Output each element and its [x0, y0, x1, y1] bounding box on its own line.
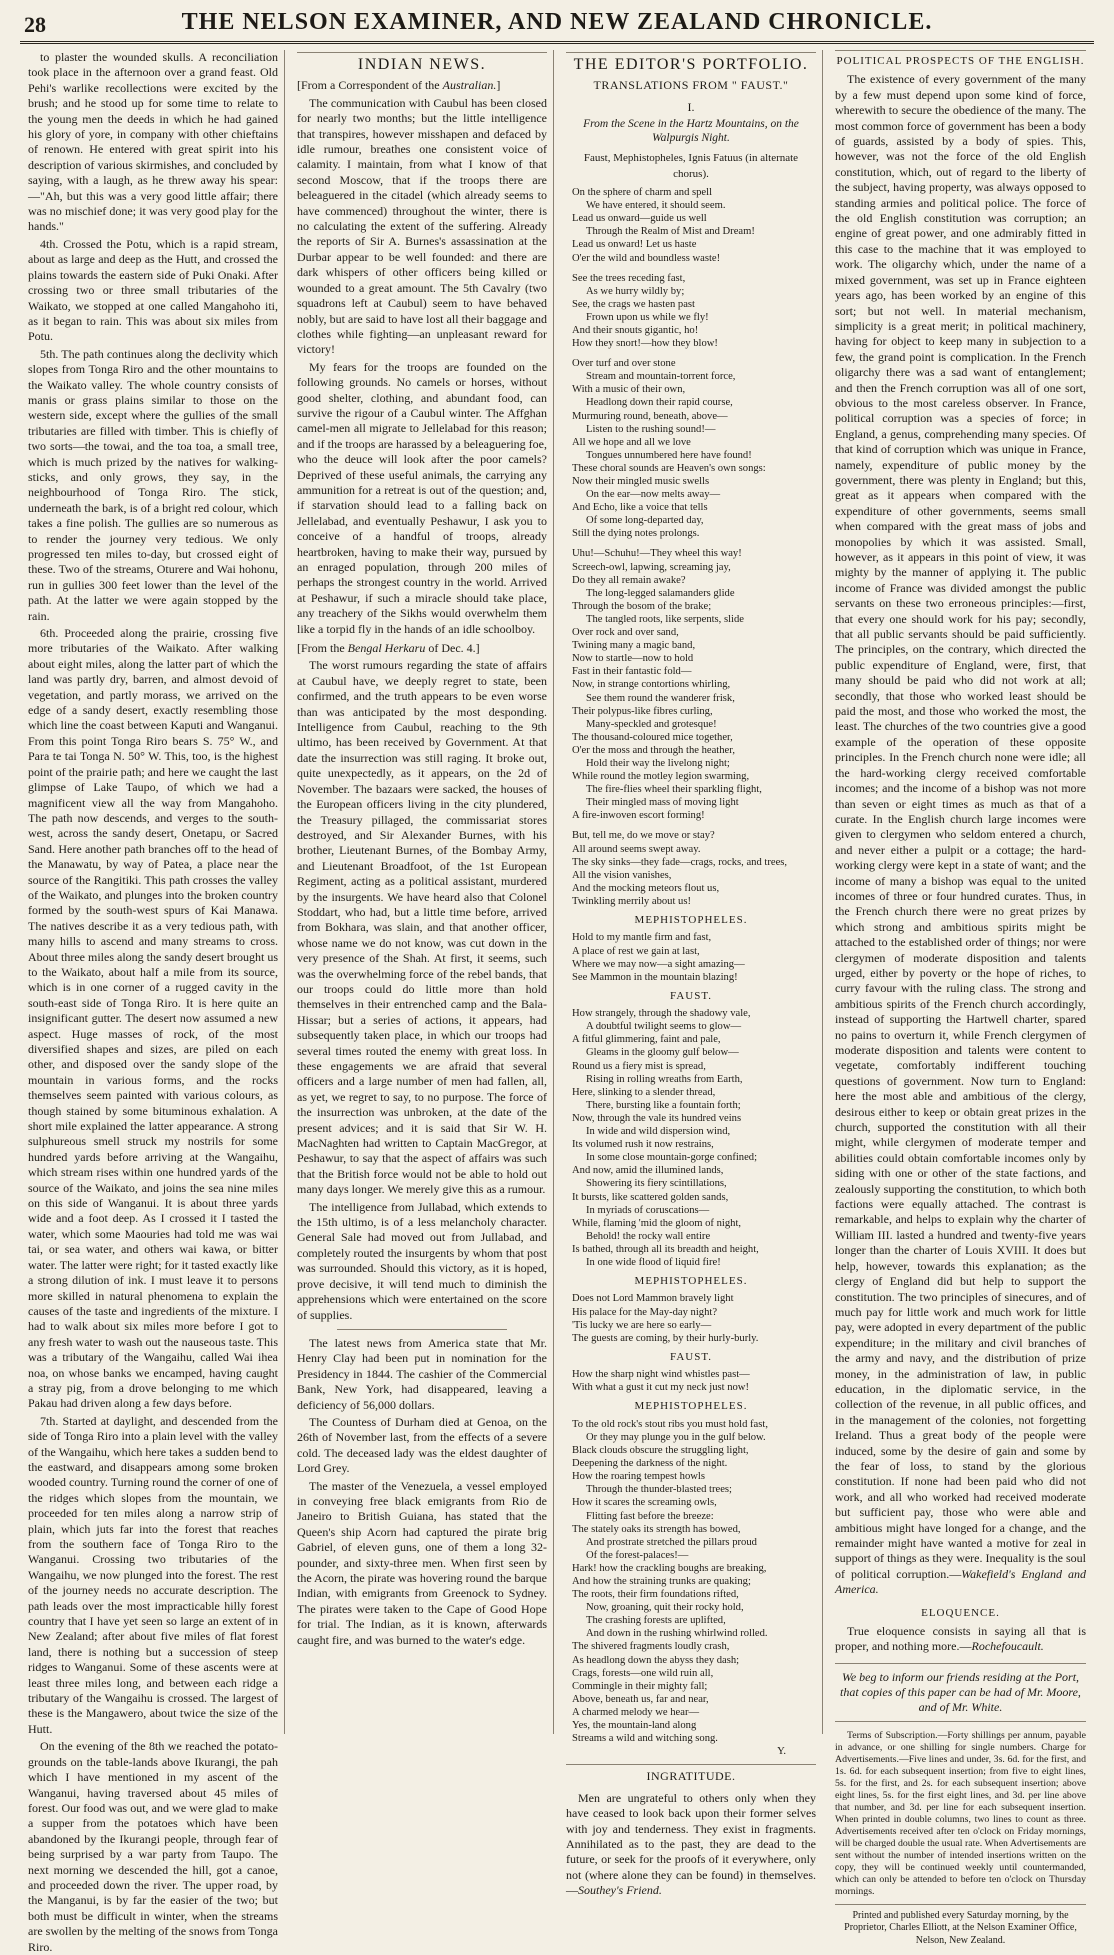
verse-line: His palace for the May-day night? — [572, 1306, 718, 1318]
verse-line: The crashing forests are uplifted, — [586, 1615, 726, 1627]
verse-line: O'er the wild and boundless waste! — [572, 252, 721, 264]
verse-stanzas — [566, 1292, 816, 1344]
verse-line: In myriads of coruscations— — [586, 1204, 710, 1216]
stanza-break — [572, 540, 816, 547]
verse-line: Over rock and over sand, — [572, 627, 679, 639]
verse-line: Black clouds obscure the struggling light, — [572, 1445, 749, 1457]
verse-line: The guests are coming, by their hurly-burly. — [572, 1332, 759, 1344]
verse-line: Screech-owl, lapwing, screaming jay, — [572, 561, 731, 573]
ingratitude-title: INGRATITUDE. — [566, 1764, 816, 1784]
verse-line: And now, amid the illumined lands, — [572, 1165, 724, 1177]
verse-line: Streams a wild and witching song. — [572, 1733, 718, 1745]
eloquence-title: ELOQUENCE. — [921, 1606, 1000, 1619]
verse-line: How it scares the screaming owls, — [572, 1497, 717, 1509]
verse-line: With what a gust it cut my neck just now! — [572, 1382, 749, 1394]
verse-stanzas — [566, 931, 816, 983]
indian-news-title: INDIAN NEWS. — [297, 52, 547, 72]
page-number: 28 — [24, 12, 46, 37]
verse-stanzas — [566, 1368, 816, 1394]
cast-line: Faust, Mephistopheles, Ignis Fatuus (in alternate chorus). — [583, 152, 799, 180]
verse-line: Is bathed, through all its breadth and height, — [572, 1243, 759, 1255]
verse-line: Yes, the mountain-land along — [572, 1720, 697, 1731]
verse-line: How the sharp night wind whistles past— — [572, 1369, 750, 1381]
masthead: THE NELSON EXAMINER, AND NEW ZEALAND CHRONICLE. — [181, 9, 933, 35]
column-3 — [560, 50, 823, 1898]
verse-line: In one wide flood of liquid fire! — [586, 1256, 721, 1268]
verse-line: To the old rock's stout ribs you must hold fast, — [572, 1418, 768, 1430]
verse-line: And prostrate stretched the pillars proud — [586, 1536, 757, 1548]
verse-line: Twinkling merrily about us! — [572, 895, 692, 907]
imprint: Printed and published every Saturday morning, by the Proprietor, Charles Elliott, at the Nelson Examiner Office, Nelson, New Zealand. — [835, 1904, 1086, 1948]
verse-line: The shivered fragments loudly crash, — [572, 1641, 730, 1653]
article-paragraph: The communication with Caubul has been closed for nearly two months; but the little intelligence that transpires, however misshapen and defaced by idle rumour, breathes one consistent voice of calamity. I maintain, from what I know of that second Moscow, that if the troops there are beleaguered in the citadel (which already seems to have commenced) throughout the winter, there is no calculating the extent of the suffering. Already the reports of Sir A. Burnes's assassination at the Durbar appear to be well founded: and there are dark whispers of other officers being killed or wounded to a great amount. The 5th Cavalry (two squadrons left at Caubul) seem to have behaved nobly, but are said to have lost all their baggage and clothes while fighting—an unpleasant reward for victory! — [297, 95, 547, 357]
verse-line: Round us a fiery mist is spread, — [572, 1060, 706, 1072]
verse-line: Murmuring round, beneath, above— — [572, 410, 728, 422]
verse-line: Deepening the darkness of the night. — [572, 1458, 728, 1470]
verse-line: Now to startle—now to hold — [572, 653, 694, 665]
verse-line: 'Tis lucky we are here so early— — [572, 1319, 712, 1331]
verse-line: Now, groaning, quit their rocky hold, — [586, 1602, 744, 1614]
verse-line: Twining many a magic band, — [572, 640, 696, 652]
verse-line: Lead us onward—guide us well — [572, 213, 707, 225]
verse-line: The thousand-coloured mice together, — [572, 731, 733, 743]
verse-line: As headlong down the abyss they dash; — [572, 1654, 740, 1666]
verse-line: Hold their way the livelong night; — [586, 757, 730, 769]
verse-line: Through the bosom of the brake; — [572, 600, 712, 612]
verse-line: Now their mingled music swells — [572, 476, 710, 487]
verse-line: Or they may plunge you in the gulf below. — [586, 1431, 766, 1443]
verse-line: But, tell me, do we move or stay? — [572, 830, 715, 842]
verse-line: It bursts, like scattered golden sands, — [572, 1191, 729, 1203]
article-paragraph: On the evening of the 8th we reached the potato-grounds on the table-lands above Ikurangi, the pah which I have mentioned in my ascent of the Wanganui, having traversed about 45 miles of forest. Our food was out, and we were glad to make a supper from the potatoes which have been abandoned by the Ikurangi people, through fear of being surprised by a war party from Taupo. The next morning we descended the hill, got a canoe, and proceeded down the river. The upper road, by the Manganui, is by far the easier of the two; but both must be difficult in winter, when the streams are swollen by the melting of the snows from Tonga Riro. — [28, 1739, 278, 1954]
verse-line: In wide and wild dispersion wind, — [586, 1126, 731, 1138]
verse-line: The stately oaks its strength has bowed, — [572, 1523, 741, 1535]
verse-line: Hark! how the crackling boughs are breaking, — [572, 1562, 767, 1574]
article-paragraph: The latest news from America state that Mr. Henry Clay had been put in nomination for the Presidency in 1844. The cashier of the Commercial Bank, New York, had disappeared, leaving a deficiency of 56,000 dollars. — [297, 1335, 547, 1412]
article-paragraph: The worst rumours regarding the state of affairs at Caubul have, we deeply regret to state, been confirmed, and the truth appears to be even worse than was anticipated by the most desponding. Intelligence from Caubul, reaching to the 9th ultimo, has been received by Government. At that date the insurrection was still raging. It broke out, quite unexpectedly, as it appears, on the 2d of November. The bazaars were sacked, the houses of the European officers living in the city plundered, the Treasury pillaged, the commissariat stores destroyed, and Sir Alexander Burnes, with his brother, Lieutenant Burnes, of the Bombay Army, and Lieutenant Broadfoot, of the 1st European Regiment, acting as a political assistant, murdered by the insurgents. We have heard also that Colonel Stoddart, who had, but a little time before, arrived from Bokhara, was slain, and that another officer, whose name we do not know, was cut down in the very presence of the Shah. At first, it seems, such was the overwhelming force of the rebel bands, that our troops could do little more than hold themselves in their entrenched camp and the Bala-Hissar; but a series of actions, it appears, had subsequently taken place, in which our troops had several times routed the enemy with great loss. In these engagements we are afraid that several officers and a large number of men had fallen, all, as yet, we regret to say, to no purpose. The force of the insurrection was unbroken, at the date of the present advices; and it is said that Sir W. H. MacNaghten had written to Captain MacGregor, at Peshawur, to say that the aspect of affairs was such that the British force would not be able to hold out many days longer. We merely give this as a rumour. — [297, 658, 547, 1197]
verse-line: Crags, forests—one wild ruin all, — [572, 1667, 714, 1679]
verse-line: Above, beneath us, far and near, — [572, 1693, 709, 1705]
verse-line: A doubtful twilight seems to glow— — [586, 1021, 742, 1033]
verse-line: Frown upon us while we fly! — [586, 311, 709, 323]
stanza-break — [572, 350, 816, 357]
verse-line: The roots, their firm foundations rifted, — [572, 1589, 739, 1601]
article-paragraph: 4th. Crossed the Potu, which is a rapid stream, about as large and deep as the Hutt, and crossed the plains towards the eastern side of Puki Onaki. After crossing two or three small tributaries of the Waikato, we stopped at one called Mangahoho iti, as it began to rain. This was about six miles from Potu. — [28, 236, 278, 344]
verse-line: On the ear—now melts away— — [586, 489, 721, 501]
verse-line: Listen to the rushing sound!— — [586, 423, 716, 435]
verse-line: The sky sinks—they fade—crags, rocks, and trees, — [572, 856, 788, 868]
verse-line: Do they all remain awake? — [572, 574, 686, 586]
verse-line: As we hurry wildly by; — [586, 285, 685, 297]
speaker-mephistopheles: MEPHISTOPHELES. — [634, 1275, 748, 1288]
verse-line: Their polypus-like fibres curling, — [572, 705, 713, 717]
column-1 — [22, 50, 285, 1954]
verse-line: Does not Lord Mammon bravely light — [572, 1293, 734, 1305]
verse-line: Headlong down their rapid course, — [586, 397, 733, 409]
verse-line: Gleams in the gloomy gulf below— — [586, 1047, 739, 1059]
verse-line: Rising in rolling wreaths from Earth, — [586, 1073, 743, 1085]
article-paragraph: The intelligence from Jullabad, which extends to the 15th ultimo, is of a less melancholy character. General Sale had moved out from Jullabad, and completely routed the insurgents by whom that post was surrounded. Should this victory, as it is hoped, prove decisive, it will tend much to diminish the apprehensions which were entertained on the score of supplies. — [297, 1199, 547, 1322]
verse-line: Its volumed rush it now restrains, — [572, 1139, 714, 1151]
verse-line: On the sphere of charm and spell — [572, 187, 713, 199]
speaker-mephistopheles: MEPHISTOPHELES. — [634, 1400, 748, 1413]
verse-line: How the roaring tempest howls — [572, 1471, 705, 1483]
verse-line: Of the forest-palaces!— — [586, 1549, 689, 1561]
verse-stanzas — [566, 1418, 816, 1758]
verse-line: Where we may now—a sight amazing— — [572, 958, 745, 970]
portfolio-subtitle: TRANSLATIONS FROM " FAUST." — [593, 78, 789, 93]
article-paragraph: 6th. Proceeded along the prairie, crossing five more tributaries of the Waikato. After walking about eight miles, along the latter part of which the land was partly dry, barren, and almost devoid of vegetation, and partly morass, we arrived on the edge of a sandy desert, exactly resembling those which line the coast between Kaputi and Wanganui. From this point Tonga Riro bears S. 75° W., and Para te tai Tonga N. 50° W. This, too, is the highest point of the prairie path; and here we caught the last glimpse of Lake Taupo, of which we had a magnificent view all the way from Mangahoho. The path now descends, and verges to the south-west, across the sandy desert, Onetapu, or Sacred Sand. Here another path branches off to the head of the Manawatu, by way of Patea, a place near the source of the Rangitiki. This path crosses the valley of the Waikato, and plunges into the broken country formed by the south-west spurs of Kai Manawa. The natives describe it as a very tedious path, with many hills to ascend and many streams to cross. About three miles along the sandy desert brought us to the Waikato, about half a mile from its source, which is in one corner of a rugged cavity in the south-east side of Tonga Riro. It is here quite an insignificant gutter. The desert now assumed a new aspect. Huge masses of rock, of the most diversified shapes and sizes, are piled on each other, and disposed over the sandy slope of the mountain in various forms, and the rocks themselves seem painted with various colours, as though stained by some bituminous exhalation. A short mile explained the latter appearance. A strong sulphureous smell struck my nostrils for some hundred yards before arriving at the Wangaihu, which stream rises within one hundred yards of the source of the Waikato, and joins the sea nine miles on this side of Wanganui. It is about three yards wide and a foot deep. As I crossed it I tasted the water, which some Maouries had told me was wai tai, or sea water, and others wai kawa, or bitter water. The latter were right; for it tasted exactly like a strong dilution of ink. I must leave it to persons more skilled in natural phenomena to explain the causes of the taste and ingredients of the mixture. I had to walk about six miles more before I got to any fresh water to wash out the nauseous taste. This was a tributary of the Wangaihu, called Wai ihea noa, on whose banks we encamped, having caught a stray pig, from a drove belonging to me which Pakau had driven along a few days before. — [28, 626, 278, 1411]
column-4 — [829, 50, 1092, 1946]
verse-line: A charmed melody we hear— — [572, 1706, 700, 1718]
section-numeral: I. — [687, 99, 695, 114]
verse-line: Through the thunder-blasted trees; — [586, 1484, 732, 1496]
subscription-terms: Terms of Subscription.—Forty shillings per annum, payable in advance, or one shilling for single numbers. Charge for Advertisements.—Five lines and under, 3s. 6d. for the first, and 1s. 6d. for each subsequent insertion; from five to eight lines, 5s. for the first, and 2s. for each subsequent insertion; above eight lines, 5s. for the first eight lines, and 3d. per line above that number, and 3d. per line for each subsequent insertion. When printed in double columns, two lines to count as three. Advertisements received after ten o'clock on Friday mornings, will be charged double the usual rate. When Advertisements are sent without the number of intended insertions written on the copy, they will be continued weekly until countermanded, which can only be attended to before ten o'clock on Thursday mornings. — [835, 1729, 1086, 1897]
port-notice: We beg to inform our friends residing at the Port, that copies of this paper can be had of Mr. Moore, and of Mr. White. — [835, 1663, 1086, 1722]
article-paragraph: The Countess of Durham died at Genoa, on the 26th of November last, from the effects of a severe cold. The deceased lady was the eldest daughter of Lord Grey. — [297, 1414, 547, 1476]
column-2 — [291, 50, 554, 1734]
verse-stanzas — [566, 1007, 816, 1269]
verse-line: Now, in strange contortions whirling, — [572, 679, 731, 691]
verse-line: Now, through the vale its hundred veins — [572, 1112, 742, 1124]
verse-line: Lead us onward! Let us haste — [572, 239, 697, 251]
verse-line: The long-legged salamanders glide — [586, 587, 735, 599]
article-paragraph: My fears for the troops are founded on the following grounds. No camels or horses, without good shelter, clothing, and abundant food, can survive the rigour of a Caubul winter. The Affghan camel-men all migrate to Jellelabad for this reason; and if the troops are harassed by a beleaguering foe, who the deuce will look after the poor camels? Deprived of these useful animals, the carrying any ammunition for a retreat is out of the question; and, if starvation should lead to a falling back on Jellelabad, and eventually Peshawur, I ask you to conceive of a handful of troops, already heartbroken, having to make their way, pursued by an enraged population, through 200 miles of perhaps the strongest country in the world. Arrived at Peshawur, if such a miracle should take place, any treachery of the Sikhs would overwhelm them like a torpid fly in the hands of an idle schoolboy. — [297, 359, 547, 636]
verse-line: Their mingled mass of moving light — [586, 797, 739, 809]
verse-line: A fitful glimmering, faint and pale, — [572, 1034, 721, 1046]
verse-line: Showering its fiery scintillations, — [586, 1178, 727, 1190]
verse-line: How they snort!—how they blow! — [572, 338, 718, 350]
ingratitude-paragraph: Men are ungrateful to others only when they have ceased to look back upon their former selves with joy and tenderness. They exist in fragments. Annihilated as to the past, they are dead to the future, or seek for the proofs of it everywhere, only not (where alone they can be found) in themselves.—Southey's Friend. — [566, 1790, 816, 1898]
verse-signature: Y. — [777, 1746, 786, 1758]
scene-heading: From the Scene in the Hartz Mountains, on the Walpurgis Night. — [583, 118, 799, 145]
verse-line: See Mammon in the mountain blazing! — [572, 971, 738, 983]
verse-line: See the trees receding fast, — [572, 272, 686, 284]
columns — [22, 50, 1092, 1954]
verse-line: And their snouts gigantic, ho! — [572, 324, 699, 336]
verse-line: Tongues unnumbered here have found! — [586, 449, 752, 461]
verse-line: Fast in their fantastic fold— — [572, 666, 692, 678]
verse-line: Through the Realm of Mist and Dream! — [586, 226, 755, 238]
portfolio-title: THE EDITOR'S PORTFOLIO. — [566, 52, 816, 72]
eloquence-paragraph: True eloquence consists in saying all that is proper, and nothing more.—Rochefoucault. — [835, 1624, 1086, 1654]
verse-line: All we hope and all we love — [572, 436, 691, 448]
article-paragraph: The master of the Venezuela, a vessel employed in conveying free black emigrants from Rio de Janeiro to British Guiana, has stated that the Queen's ship Acorn had captured the pirate brig Gabriel, of eleven guns, one of them a long 32-pounder, and sixty-three men. When first seen by the Acorn, the pirate was hovering round the barque Indian, with emigrants from Greenock to Sydney. The pirates were taken to the Cape of Good Hope for trial. The Indian, as it is known, afterwards caught fire, and was burned to the water's edge. — [297, 1478, 547, 1647]
verse-line: Uhu!—Schuhu!—They wheel this way! — [572, 548, 742, 560]
verse-line: With a music of their own, — [572, 384, 686, 396]
verse-line: Of some long-departed day, — [586, 515, 704, 527]
verse-line: And Echo, like a voice that tells — [572, 502, 708, 514]
source-line: [From a Correspondent of the Australian.] — [297, 78, 501, 93]
verse-line: See them round the wanderer frisk, — [586, 692, 735, 704]
verse-line: While, flaming 'mid the gloom of night, — [572, 1217, 742, 1229]
source-line: [From the Bengal Herkaru of Dec. 4.] — [297, 641, 480, 656]
verse-line: O'er the moss and through the heather, — [572, 744, 735, 756]
verse-line: These choral sounds are Heaven's own songs: — [572, 462, 766, 474]
verse-line: All the vision vanishes, — [572, 869, 672, 881]
verse-line: Here, slinking to a slender thread, — [572, 1086, 716, 1098]
stanza-break — [572, 822, 816, 829]
verse-line: Commingle in their mighty fall; — [572, 1680, 708, 1692]
verse-line: A place of rest we gain at last, — [572, 945, 700, 957]
verse-line: Stream and mountain-torrent force, — [586, 371, 736, 383]
verse-line: We have entered, it should seem. — [586, 200, 726, 212]
verse-line: And down in the rushing whirlwind rolled. — [586, 1628, 768, 1640]
verse-line: How strangely, through the shadowy vale, — [572, 1008, 751, 1020]
verse-line: While round the motley legion swarming, — [572, 771, 750, 783]
verse-line: Over turf and over stone — [572, 358, 676, 370]
political-prospects-title: POLITICAL PROSPECTS OF THE ENGLISH. — [835, 50, 1086, 69]
page-header — [20, 4, 1094, 44]
verse-line: Behold! the rocky wall entire — [586, 1230, 711, 1242]
divider — [337, 1329, 507, 1330]
article-paragraph: 5th. The path continues along the declivity which slopes from Tonga Riro and the other mountains to the Waikato valley. The whole country consists of manis or grass plains similar to those on the western side, except where the gullies of the small tributaries are filled with timber. This is chiefly of two sorts—the towai, and the toa toa, a small tree, which is much prized by the natives for walking-sticks, and only grows, they say, in the neighbourhood of Tonga Riro. The stick, underneath the bark, is of a bright red colour, which takes a fine polish. The gullies are so numerous as to render the journey very tedious. We only progressed ten miles to-day, but crossed eight of these. Two of the streams, Oturere and Wai hohonu, run in gullies 300 feet lower than the level of the path. At the latter we were again stopped by the rain. — [28, 346, 278, 623]
verse-line: Hold to my mantle firm and fast, — [572, 932, 712, 944]
speaker-faust: FAUST. — [670, 989, 712, 1002]
verse-line: The fire-flies wheel their sparkling flight, — [586, 784, 762, 796]
verse-line: Flitting fast before the breeze: — [586, 1510, 714, 1522]
verse-line: And how the straining trunks are quaking; — [572, 1575, 751, 1587]
verse-line: Many-speckled and grotesque! — [586, 718, 717, 730]
verse-stanzas — [566, 186, 816, 908]
speaker-faust: FAUST. — [670, 1350, 712, 1363]
article-paragraph: to plaster the wounded skulls. A reconciliation took place in the afternoon over a grand feast. Old Pehi's warlike recollections were excited by the brush; and he stood up for some time to relate to the young men the deeds in which he had gained his glory of yore, in company with other chieftains of renown. He entered with great spirit into his description of various skirmishes, and concluded by saying, with a laugh, as he threw away his spear:—"Ah, but this was a very good little affair; there was no mischief done; it was very good play for the hands." — [28, 50, 278, 234]
verse-line: The tangled roots, like serpents, slide — [586, 613, 744, 625]
verse-line: See, the crags we hasten past — [572, 298, 695, 310]
speaker-mephistopheles: MEPHISTOPHELES. — [634, 914, 748, 926]
verse-line: A fire-inwoven escort forming! — [572, 810, 705, 822]
verse-line: All around seems swept away. — [572, 843, 701, 855]
verse-line: In some close mountain-gorge confined; — [586, 1152, 758, 1164]
verse-line: There, bursting like a fountain forth; — [586, 1099, 741, 1111]
article-paragraph: The existence of every government of the many by a few must depend upon some kind of force, wherewith to secure the obedience of the many. The most common force of government has been a body of guards, assisted by a body of spies. This, however, was not the force of the old English constitution, which, out of regard to the liberty of the subject, having property, was always opposed to standing armies and political police. The force of the old English constitution was corruption; an engine of great power, and one admirably fitted in this case to the machine that it was employed to work. The oligarchy which, under the name of a mixed government, was set up in France eighteen years ago, has been worked by an engine of this sort; but not well. In material mechanism, simplicity is a great merit; in political machinery, having for object to keep many in subjection to a few, the grand point is complication. In the French oligarchy there was a sad want of entanglement; and then the French corruption was all of one sort, obvious to the most careless observer. In France, political corruption was a species of force; in England, a genus, comprehending many species. Of that kind of corruption which was unique in France, namely, expenditure of public money by the government, there was plenty in England; but this, great as it appears when compared with the expenditure of other governments, seems small when compared with the great mass of jobs and monopolies by which it was assisted. Small, however, as it appears in this point of view, it was mighty by the manner of applying it. The public income of France was divided amongst the public servants on these two erroneous principles:—first, that every one should work for his pay; secondly, that all public servants should be paid sufficiently. The principles, on the contrary, which directed the public expenditure of England, were, first, that many should be paid who did not work at all; secondly, that those who worked least should be paid the most, and those who worked the most, the least. The churches of the two countries give a good example of the operation of these opposite principles. In the French church none were idle; all the hard-working clergy received comfortable incomes; and the income of a bishop was not more than seven or eight times as much as that of a curate. In the English church large incomes were given to clergymen who seldom entered a church, and never either a pulpit or a cottage; the hard-working clergy were kept in a state of want; and the income of many a bishop was equal to the united incomes of three or four hundred curates. Thus, in the French church there were no great prizes by which strong and ambitious spirits might be attached to the established order of things; nor were clergymen of moderate disposition and talents urged, either by poverty or the hope of riches, to curry favour with the ruling class. The strong and ambitious spirits of the French church accordingly, instead of supporting the Hartwell charter, spared no pains to overturn it, while French clergymen of moderate disposition and talents were content to vegetate, comfortably indifferent touching questions of government. Now turn to England: here the most able and ambitious of the clergy, desirous either to keep or obtain great prizes in the church, supported the constitution with all their might, while clergymen of moderate temper and abilities could obtain comfortable incomes only by siding with one or other of the state factions, and zealously supporting the constitution, to which both factions were equally attached. The contrast is remarkable, and helps to explain why the charter of William III. lasted a hundred and twenty-five years longer than the charter of Louis XVIII. It does but help, however, towards this explanation; as the clergy of England did but help to support the constitution. The two principles of sinecures, and of much pay for little work and much work for little pay, were adopted in every department of the public expenditure; in the military and civil branches of the army and navy, and the distribution of prize money, in the administration of law, in public education, in the diplomatic service, in the collection of the revenue, in all public offices, and in the management of the colonies, not forgetting Ireland. Thus a great body of the people were induced, some by the desire of gain and some by the fear of loss, to stand by the glorious constitution. If none had been paid who did not work, and all who worked had received moderate but sufficient pay, those who were able and ambitious might have longed for a change, and the remainder might have wanted a motive for zeal in support of things as they were. Inequality is the soul of political corruption.—Wakefield's England and America. — [835, 72, 1086, 1597]
verse-line: And the mocking meteors flout us, — [572, 882, 720, 894]
stanza-break — [572, 265, 816, 272]
article-paragraph: 7th. Started at daylight, and descended from the side of Tonga Riro into a plain level with the valley of the Wangaihu, which here takes a sudden bend to the eastward, and disappears among some broken wooded country. Turning round the corner of one of the ridges which slopes from the mountain, we proceeded for ten miles along a narrow strip of plain, which juts far into the forest that reaches from the southern face of Tonga Riro to the Wanganui. Crossing two tributaries of the Wangaihu, we now plunged into the forest. The rest of the journey needs no accurate description. The path leads over the most impracticable hilly forest country that I have yet seen so large an extent of in New Zealand; after about five miles of flat forest land, there is nothing but a succession of steep ridges to Wanganui. Some of these ascents were at least three miles long, and between each ridge a tributary of the Wangaihu is crossed. The largest of these is the Mangawero, about twice the size of the Hutt. — [28, 1413, 278, 1736]
verse-line: Still the dying notes prolongs. — [572, 528, 700, 540]
